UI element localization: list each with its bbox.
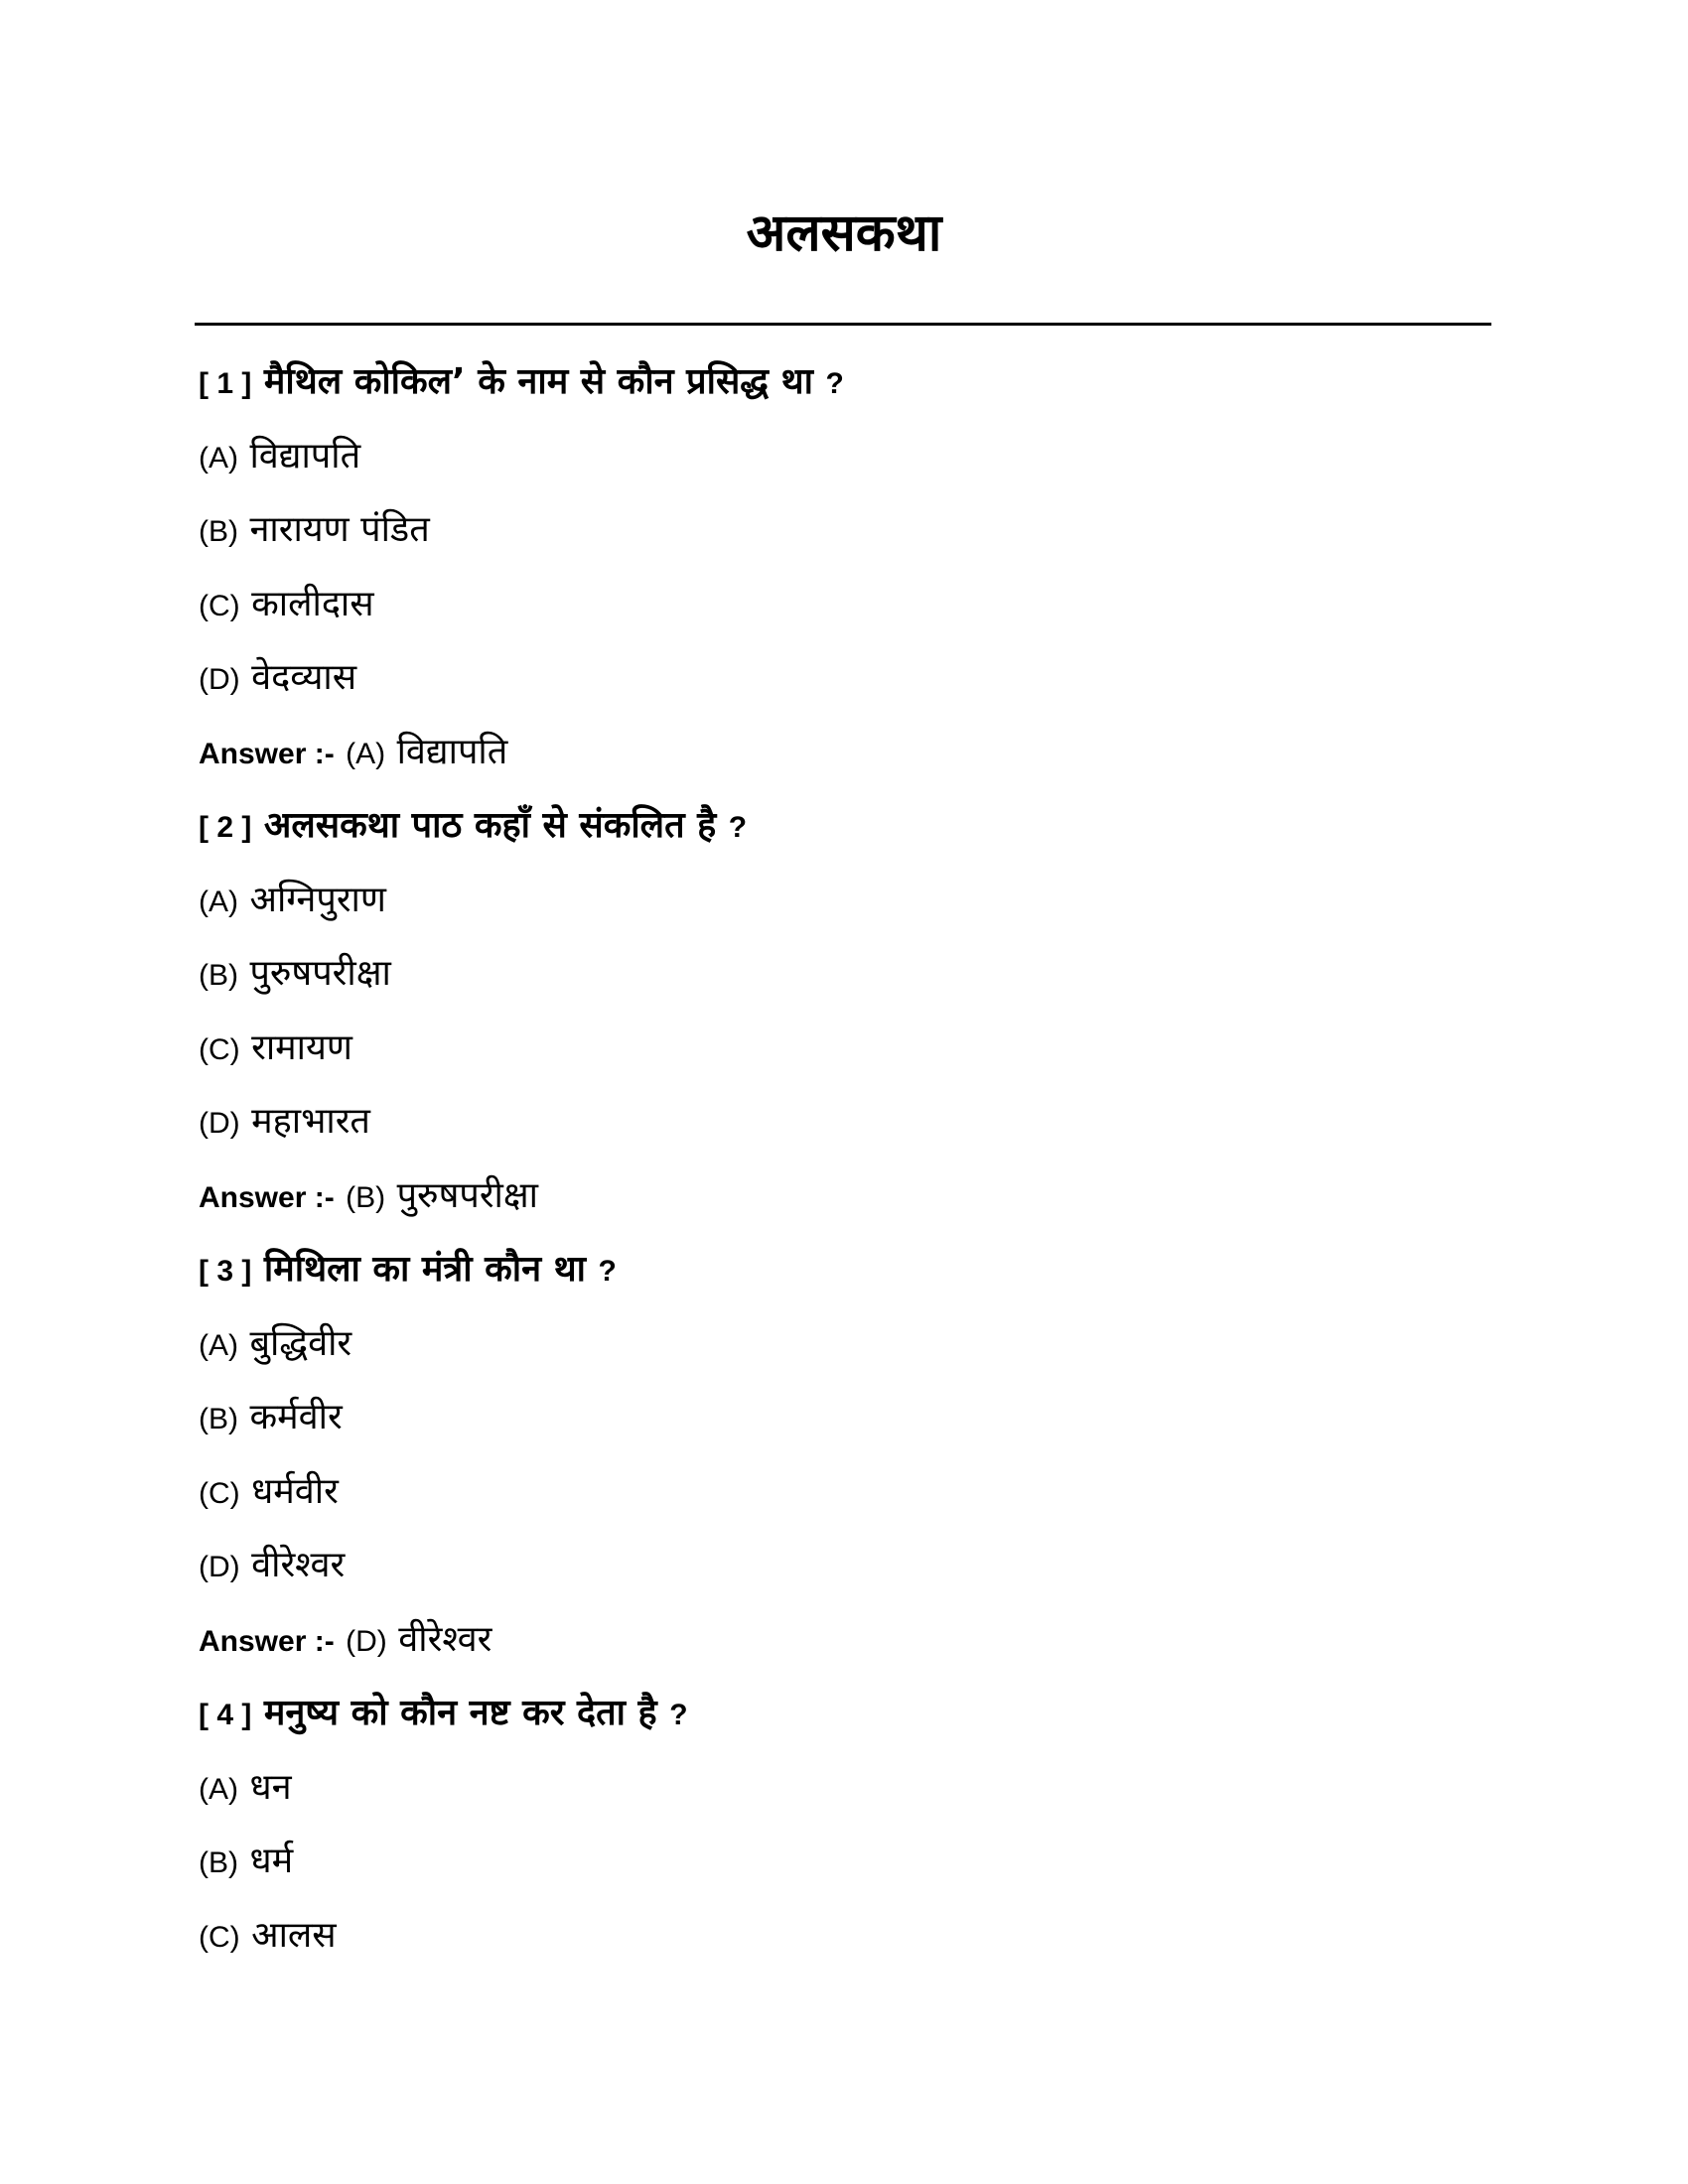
- option-letter: (C): [199, 1476, 240, 1510]
- option-c: [199, 1455, 1489, 1530]
- option-text: कर्मवीर: [249, 1397, 343, 1437]
- option-text: धर्मवीर: [251, 1470, 339, 1512]
- option-c: [199, 1012, 1489, 1086]
- option-letter: (C): [199, 589, 240, 622]
- option-text: धर्म: [249, 1841, 294, 1881]
- option-a: [199, 864, 1489, 938]
- option-text: वेदव्यास: [251, 657, 357, 698]
- option-b: [199, 493, 1489, 568]
- option-text: महाभारत: [251, 1101, 370, 1142]
- option-b: [199, 1381, 1489, 1455]
- question-number: [ 1 ]: [199, 367, 252, 400]
- answer-line: [199, 716, 1489, 790]
- option-letter: (A): [199, 441, 238, 475]
- answer-label: Answer :-: [199, 737, 335, 770]
- option-letter: (A): [199, 1328, 238, 1362]
- option-text: धन: [249, 1766, 292, 1808]
- question-mark: ?: [669, 1699, 688, 1731]
- option-d: [199, 1085, 1489, 1160]
- question-mark: ?: [825, 367, 844, 400]
- question-number: [ 4 ]: [199, 1699, 252, 1731]
- answer-line: [199, 1160, 1489, 1234]
- answer-text: वीरेश्वर: [398, 1618, 492, 1660]
- option-letter: (A): [199, 1772, 238, 1806]
- option-letter: (B): [199, 1403, 238, 1435]
- option-letter: (A): [199, 885, 238, 918]
- answer-letter: (D): [346, 1624, 387, 1658]
- page-title: अलसकथा: [746, 204, 942, 263]
- option-letter: (D): [199, 663, 240, 696]
- option-letter: (B): [199, 1846, 238, 1879]
- question-heading: [199, 345, 1489, 420]
- answer-text: विद्यापति: [396, 731, 508, 772]
- answer-label: Answer :-: [199, 1180, 335, 1214]
- answer-label: Answer :-: [199, 1624, 335, 1658]
- option-text: विद्यापति: [249, 435, 361, 477]
- option-a: [199, 420, 1489, 494]
- question-text: मैथिल कोकिल’ के नाम से कौन प्रसिद्ध था: [263, 361, 813, 402]
- option-text: आलस: [251, 1914, 337, 1956]
- option-letter: (D): [199, 1107, 240, 1140]
- answer-letter: (A): [346, 737, 386, 770]
- option-text: कालीदास: [251, 583, 374, 624]
- question-text: मिथिला का मंत्री कौन था: [263, 1249, 586, 1290]
- option-text: पुरुषपरीक्षा: [249, 953, 391, 994]
- option-letter: (D): [199, 1551, 240, 1583]
- option-d: [199, 641, 1489, 716]
- question-mark: ?: [598, 1255, 617, 1288]
- option-letter: (B): [199, 959, 238, 992]
- question-number: [ 2 ]: [199, 811, 252, 844]
- question-heading: [199, 1233, 1489, 1307]
- answer-text: पुरुषपरीक्षा: [396, 1174, 539, 1216]
- option-text: नारायण पंडित: [249, 509, 430, 550]
- option-letter: (C): [199, 1920, 240, 1954]
- option-text: अग्निपुराण: [249, 879, 386, 920]
- option-b: [199, 1825, 1489, 1899]
- option-letter: (B): [199, 515, 238, 548]
- question-text: अलसकथा पाठ कहाँ से संकलित है: [263, 805, 717, 846]
- question-heading: [199, 1677, 1489, 1751]
- option-letter: (C): [199, 1032, 240, 1066]
- answer-letter: (B): [346, 1180, 386, 1214]
- option-a: [199, 1751, 1489, 1826]
- option-d: [199, 1529, 1489, 1603]
- answer-line: [199, 1603, 1489, 1678]
- question-heading: [199, 789, 1489, 864]
- option-text: बुद्धिवीर: [249, 1322, 352, 1364]
- option-text: रामायण: [251, 1026, 352, 1068]
- question-number: [ 3 ]: [199, 1255, 252, 1288]
- option-a: [199, 1307, 1489, 1382]
- option-c: [199, 1899, 1489, 1974]
- option-c: [199, 568, 1489, 642]
- option-text: वीरेश्वर: [251, 1545, 346, 1585]
- question-mark: ?: [728, 811, 748, 844]
- title-divider: [195, 323, 1491, 326]
- question-text: मनुष्य को कौन नष्ट कर देता है: [263, 1693, 657, 1733]
- option-b: [199, 937, 1489, 1012]
- question-list: [199, 345, 1489, 1973]
